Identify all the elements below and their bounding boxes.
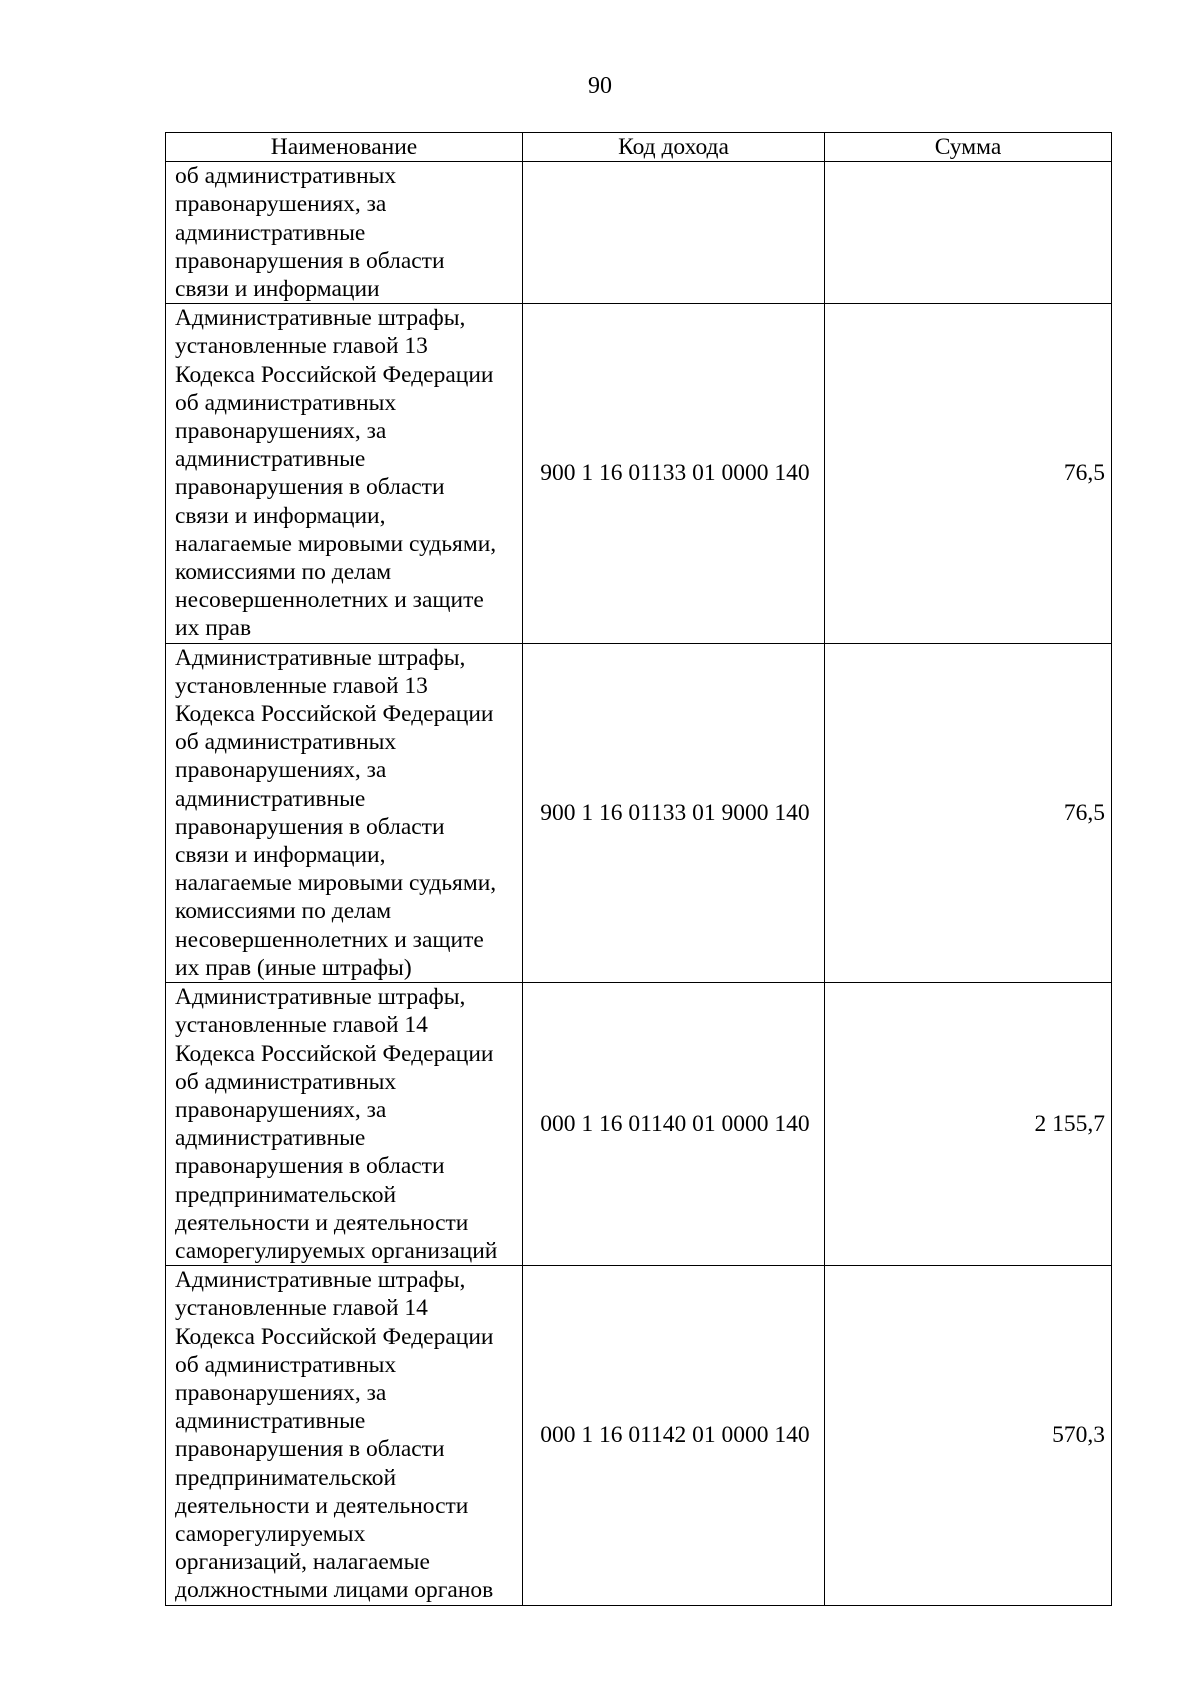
row-sum: 76,5 bbox=[825, 304, 1112, 643]
row-sum: 2 155,7 bbox=[825, 983, 1112, 1266]
row-code: 000 1 16 01142 01 0000 140 bbox=[523, 1266, 825, 1605]
row-name: Административные штрафы, установленные главой 14 Кодекса Российской Федерации об административных правонарушениях, за административные правонарушения в области предпринимательской деятельности и деятельности саморегулируемых организаций bbox=[175, 984, 498, 1264]
row-name-cell bbox=[166, 304, 523, 643]
table-header-row bbox=[166, 133, 1112, 162]
header-code: Код дохода bbox=[523, 133, 825, 162]
row-code: 900 1 16 01133 01 9000 140 bbox=[523, 643, 825, 982]
row-sum: 570,3 bbox=[825, 1266, 1112, 1605]
row-name-cell bbox=[166, 162, 523, 304]
row-name: Административные штрафы, установленные главой 13 Кодекса Российской Федерации об административных правонарушениях, за административные правонарушения в области связи и информации, налагаемые мировыми судьями, комиссиями по делам несовершеннолетних и защите их прав (иные штрафы) bbox=[175, 644, 497, 981]
table-row bbox=[166, 1266, 1112, 1605]
row-code bbox=[523, 162, 825, 304]
table-row bbox=[166, 304, 1112, 643]
row-name-cell bbox=[166, 983, 523, 1266]
header-sum: Сумма bbox=[825, 133, 1112, 162]
header-name: Наименование bbox=[166, 133, 523, 162]
row-name: Административные штрафы, установленные главой 13 Кодекса Российской Федерации об административных правонарушениях, за административные правонарушения в области связи и информации, налагаемые мировыми судьями, комиссиями по делам несовершеннолетних и защите их прав bbox=[175, 305, 497, 642]
row-name-cell bbox=[166, 1266, 523, 1605]
page-number: 90 bbox=[588, 73, 612, 99]
row-name: об административных правонарушениях, за административные правонарушения в области связи и информации bbox=[175, 163, 445, 303]
row-name-cell bbox=[166, 643, 523, 982]
table-row bbox=[166, 983, 1112, 1266]
table-row bbox=[166, 643, 1112, 982]
row-sum bbox=[825, 162, 1112, 304]
row-sum: 76,5 bbox=[825, 643, 1112, 982]
table-row bbox=[166, 162, 1112, 304]
revenue-table bbox=[165, 132, 1112, 1606]
row-name: Административные штрафы, установленные главой 14 Кодекса Российской Федерации об административных правонарушениях, за административные правонарушения в области предпринимательской деятельности и деятельности саморегулируемых организаций, налагаемые должностными лицами органов bbox=[175, 1267, 494, 1604]
row-code: 000 1 16 01140 01 0000 140 bbox=[523, 983, 825, 1266]
row-code: 900 1 16 01133 01 0000 140 bbox=[523, 304, 825, 643]
